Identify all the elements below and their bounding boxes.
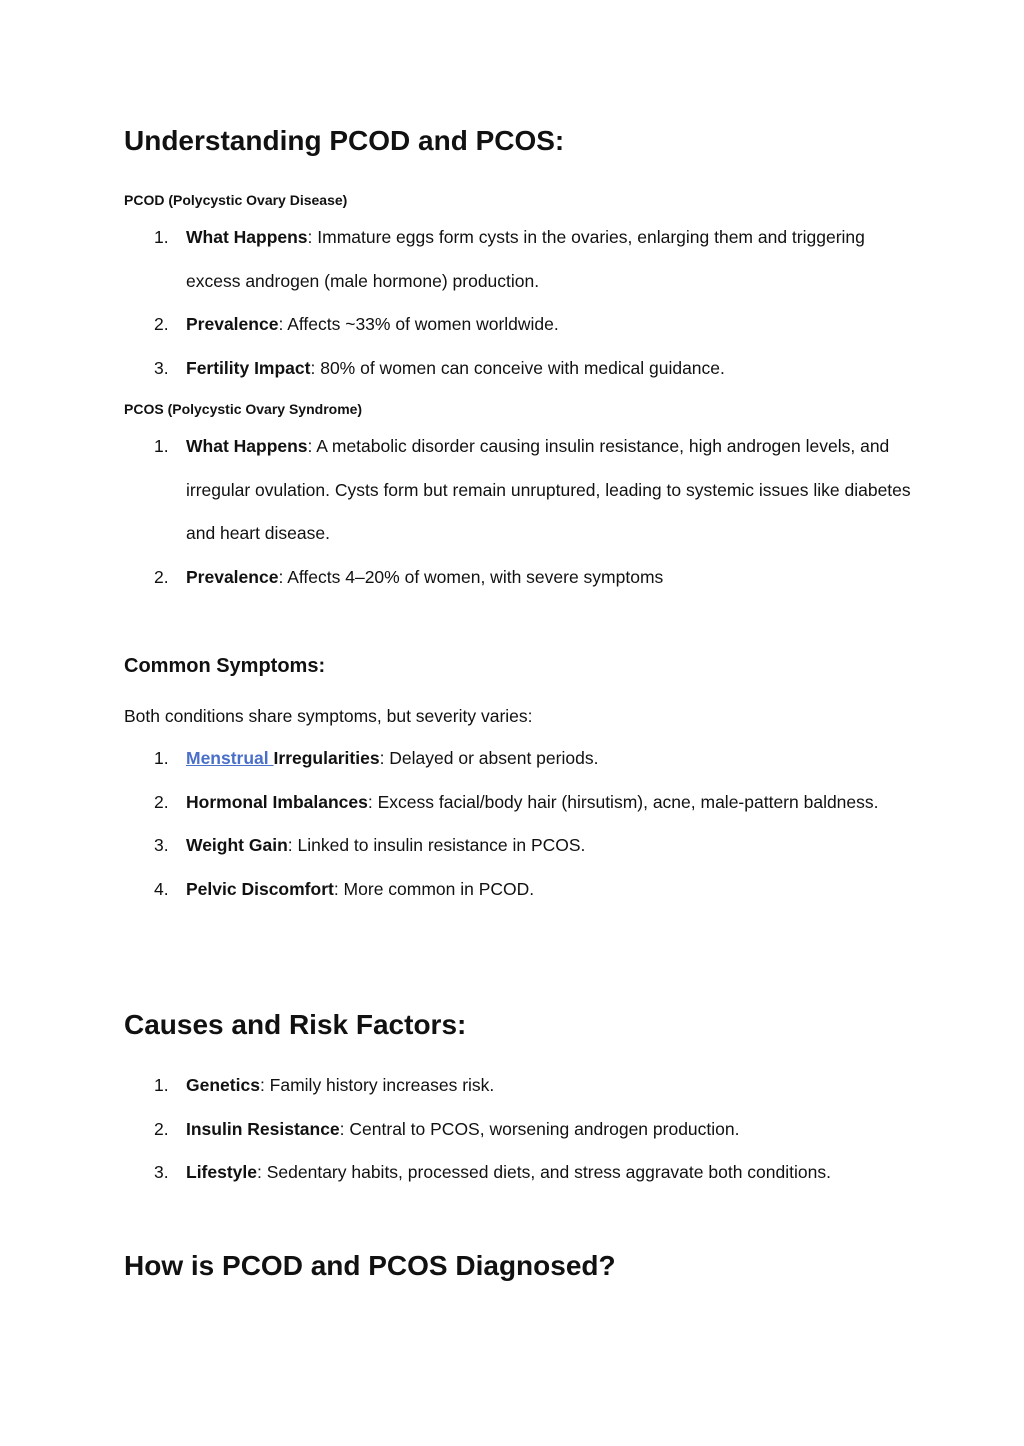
pcos-list: [124, 425, 914, 599]
list-text: : Family history increases risk.: [259, 1075, 495, 1095]
list-item: [124, 868, 914, 912]
list-term: Prevalence: [186, 566, 279, 587]
list-item: [124, 1151, 914, 1195]
menstrual-link[interactable]: Menstrual: [186, 748, 274, 768]
list-number: 3.: [154, 357, 169, 378]
list-number: 3.: [154, 1162, 169, 1182]
list-number: 1.: [154, 227, 169, 247]
list-text: : Linked to insulin resistance in PCOS.: [287, 835, 586, 855]
list-item: [124, 1108, 914, 1152]
list-number: 1.: [154, 1075, 169, 1095]
list-term: What Happens: [186, 436, 308, 456]
list-number: 2.: [154, 566, 169, 587]
list-item: [124, 556, 914, 600]
list-number: 1.: [154, 748, 169, 768]
list-item: [124, 781, 914, 825]
list-term: Insulin Resistance: [186, 1118, 340, 1139]
list-text: : Affects ~33% of women worldwide.: [278, 314, 559, 334]
list-number: 2.: [154, 314, 169, 334]
list-number: 4.: [154, 878, 169, 899]
list-term: Fertility Impact: [186, 357, 311, 378]
list-text: : 80% of women can conceive with medical guidance.: [310, 357, 725, 378]
heading-pcos: PCOS (Polycystic Ovary Syndrome): [124, 401, 363, 417]
symptoms-list: [124, 737, 914, 911]
list-number: 3.: [154, 835, 169, 855]
list-text: : Central to PCOS, worsening androgen production.: [339, 1118, 740, 1139]
list-text: : Delayed or absent periods.: [379, 748, 599, 768]
list-text: : Immature eggs form cysts in the ovaries, enlarging them and triggering excess androgen (male hormone) production.: [186, 227, 865, 291]
list-text: : Excess facial/body hair (hirsutism), acne, male-pattern baldness.: [367, 791, 879, 812]
list-term: Irregularities: [273, 748, 380, 768]
list-text: : A metabolic disorder causing insulin resistance, high androgen levels, and irregular ovulation. Cysts form but remain unruptured, leading to systemic issues like diabetes and heart disease.: [186, 436, 911, 543]
list-number: 2.: [154, 1118, 169, 1139]
list-text: : Sedentary habits, processed diets, and stress aggravate both conditions.: [257, 1162, 831, 1182]
list-item: [124, 425, 914, 556]
symptoms-intro: Both conditions share symptoms, but severity varies:: [124, 706, 533, 726]
list-item: [124, 737, 914, 781]
list-item: [124, 347, 914, 391]
list-number: 1.: [154, 436, 169, 456]
list-item: [124, 303, 914, 347]
list-term: Prevalence: [186, 314, 279, 334]
list-term: Lifestyle: [186, 1162, 257, 1182]
list-text: : Affects 4–20% of women, with severe symptoms: [278, 566, 664, 587]
heading-causes: Causes and Risk Factors:: [124, 1009, 467, 1040]
list-item: [124, 1064, 914, 1108]
heading-common-symptoms: Common Symptoms:: [124, 655, 326, 677]
list-term: Genetics: [186, 1075, 260, 1095]
heading-pcod: PCOD (Polycystic Ovary Disease): [124, 192, 348, 208]
heading-diagnosed: How is PCOD and PCOS Diagnosed?: [124, 1250, 616, 1281]
causes-list: [124, 1064, 914, 1195]
list-term: Weight Gain: [186, 835, 288, 855]
list-number: 2.: [154, 791, 169, 812]
list-term: Hormonal Imbalances: [186, 791, 368, 812]
list-term: Pelvic Discomfort: [186, 878, 334, 899]
list-item: [124, 216, 914, 303]
heading-understanding: Understanding PCOD and PCOS:: [124, 125, 565, 156]
pcod-list: [124, 216, 914, 390]
list-item: [124, 824, 914, 868]
list-text: : More common in PCOD.: [333, 878, 535, 899]
list-term: What Happens: [186, 227, 308, 247]
